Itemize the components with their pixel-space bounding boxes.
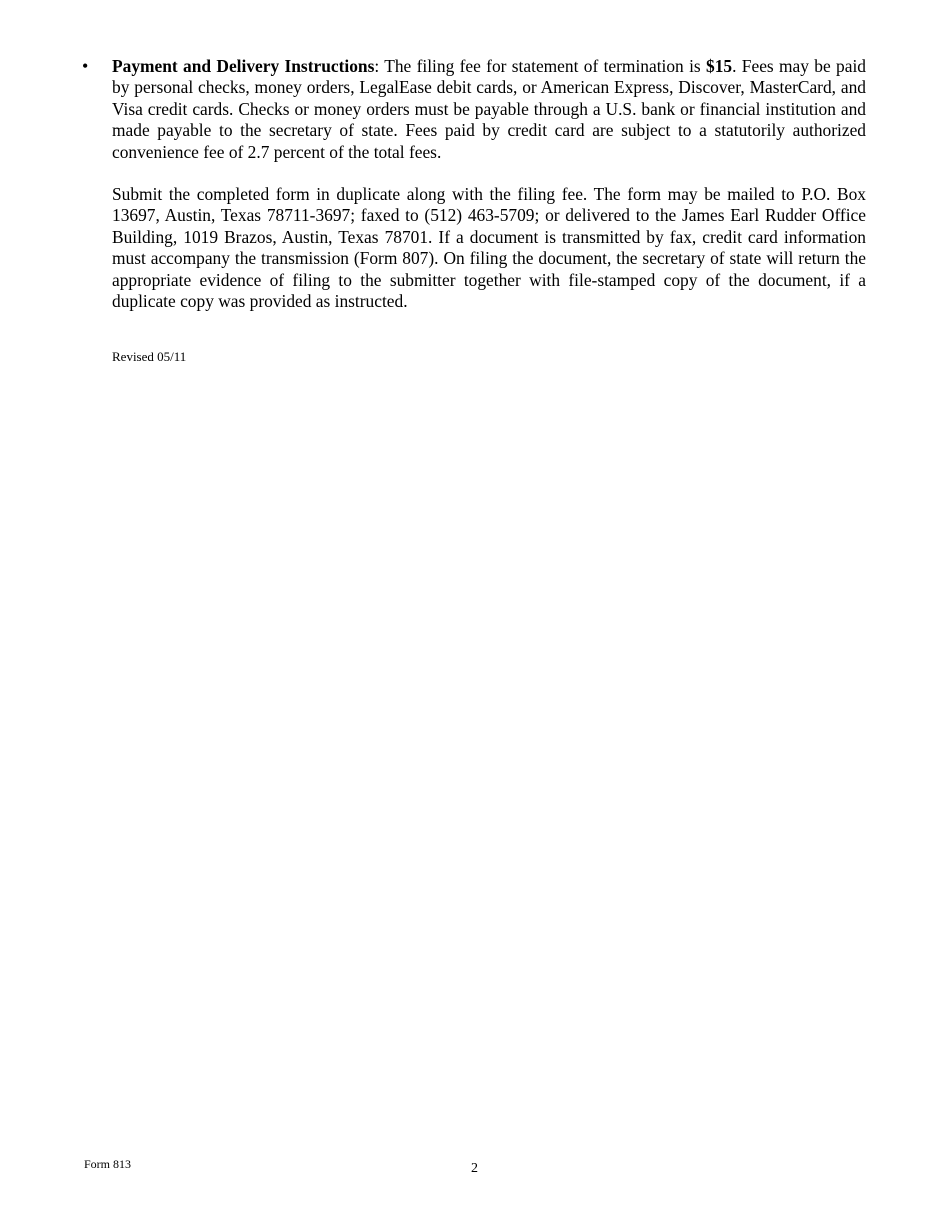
instructions-section <box>112 56 866 312</box>
payment-text-rest: . Fees may be paid by personal checks, money orders, LegalEase debit cards, or American Express, Discover, MasterCard, and Visa credit cards. Checks or money orders must be payable through a U.S. bank or financial institution and made payable to the secretary of state. Fees paid by credit card are subject to a statutorily authorized convenience fee of 2.7 percent of the total fees. <box>112 56 866 162</box>
delivery-paragraph: Submit the completed form in duplicate along with the filing fee. The form may be mailed to P.O. Box 13697, Austin, Texas 78711-3697; faxed to (512) 463-5709; or delivered to the James Earl Rudder Office Building, 1019 Brazos, Austin, Texas 78701. If a document is transmitted by fax, credit card information must accompany the transmission (Form 807). On filing the document, the secretary of state will return the appropriate evidence of filing to the submitter together with file-stamped copy of the document, if a duplicate copy was provided as instructed. <box>112 184 866 312</box>
form-number: Form 813 <box>84 1157 132 1171</box>
section-heading: Payment and Delivery Instructions <box>112 56 375 76</box>
bullet-marker: • <box>82 56 89 76</box>
payment-text-start: The filing fee for statement of termination is <box>384 56 707 76</box>
heading-colon: : <box>374 56 380 76</box>
revision-date: Revised 05/11 <box>112 349 187 364</box>
fee-amount: $15 <box>706 56 733 76</box>
payment-paragraph <box>112 56 866 163</box>
page-number: 2 <box>471 1161 478 1176</box>
